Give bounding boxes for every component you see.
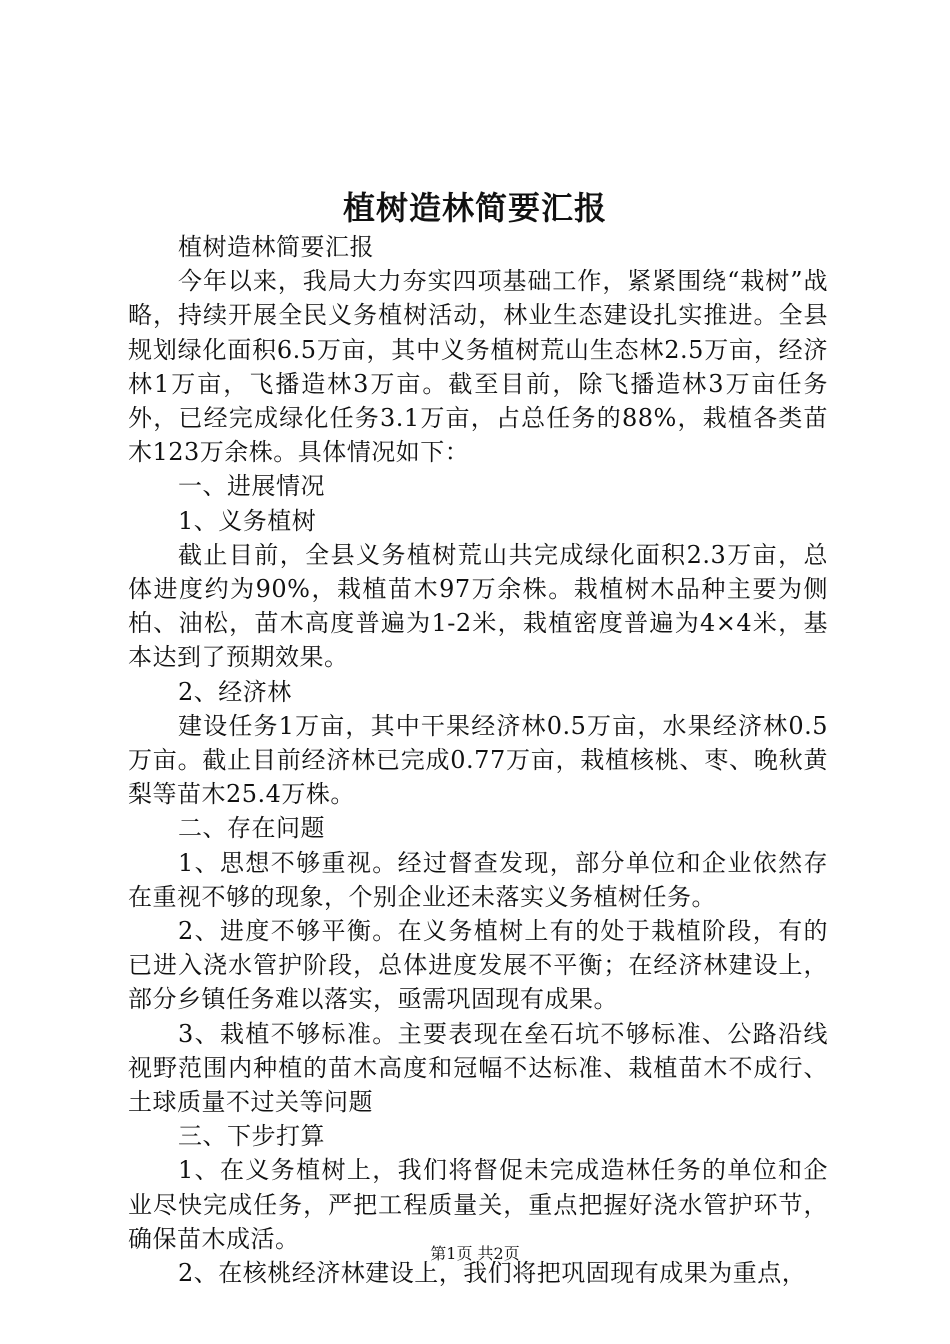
subheading-voluntary-planting: 1、义务植树 [178, 506, 317, 535]
heading-progress: 一、进展情况 [178, 472, 325, 501]
paragraph-problem-2: 2、进度不够平衡。在义务植树上有的处于栽植阶段，有的已进入浇水管护阶段，总体进度发展不平衡；在经济林建设上，部分乡镇任务难以落实，亟需巩固现有成果。 [128, 917, 828, 1014]
subheading-economic-forest: 2、经济林 [178, 677, 292, 706]
paragraph-plan-2: 2、在核桃经济林建设上，我们将把巩固现有成果为重点， [178, 1259, 807, 1288]
heading-problems: 二、存在问题 [178, 814, 325, 843]
paragraph-plan-1: 1、在义务植树上，我们将督促未完成造林任务的单位和企业尽快完成任务，严把工程质量关，重点把握好浇水管护环节，确保苗木成活。 [128, 1156, 828, 1253]
paragraph-intro: 今年以来，我局大力夯实四项基础工作，紧紧围绕“栽树”战略，持续开展全民义务植树活动，林业生态建设扎实推进。全县规划绿化面积6.5万亩，其中义务植树荒山生态林2.5万亩，经济林1万亩，飞播造林3万亩。截至目前，除飞播造林3万亩任务外，已经完成绿化任务3.1万亩，占总任务的88%，栽植各类苗木123万余株。具体情况如下： [128, 267, 828, 467]
paragraph-economic-forest: 建设任务1万亩，其中干果经济林0.5万亩，水果经济林0.5万亩。截止目前经济林已完成0.77万亩，栽植核桃、枣、晚秋黄梨等苗木25.4万株。 [128, 711, 828, 809]
document-body [128, 230, 828, 1290]
page-footer: 第1页 共2页 [430, 1244, 520, 1263]
paragraph-problem-3: 3、栽植不够标准。主要表现在垒石坑不够标准、公路沿线视野范围内种植的苗木高度和冠幅不达标准、栽植苗木不成行、土球质量不过关等问题 [128, 1019, 828, 1117]
document-title: 植树造林简要汇报 [342, 189, 607, 227]
paragraph-voluntary-planting: 截止目前，全县义务植树荒山共完成绿化面积2.3万亩，总体进度约为90%，栽植苗木97万余株。栽植树木品种主要为侧柏、油松，苗木高度普遍为1-2米，栽植密度普遍为4×4米，基本达到了预期效果。 [128, 540, 828, 672]
heading-next-steps: 三、下步打算 [178, 1122, 325, 1151]
paragraph-problem-1: 1、思想不够重视。经过督查发现，部分单位和企业依然存在重视不够的现象，个别企业还未落实义务植树任务。 [128, 848, 828, 911]
paragraph-subtitle: 植树造林简要汇报 [178, 233, 374, 261]
